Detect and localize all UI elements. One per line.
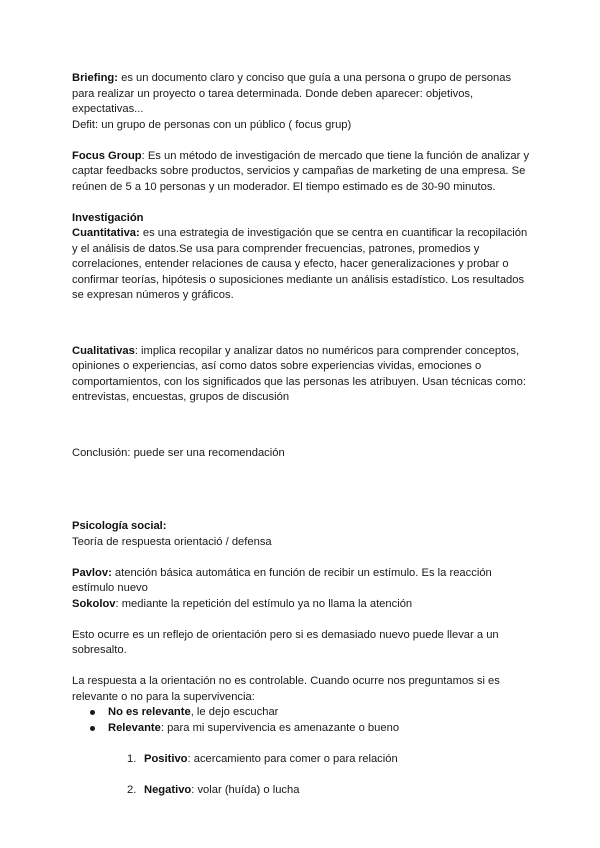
- focus-group-text: : Es un método de investigación de mercado que tiene la función de analizar y captar feedbacks sobre productos, servicios y campañas de marketing de una empresa. Se reúnen de 5 a 10 personas y un moderador. El tiempo estimado es de 30-90 minutos.: [72, 149, 530, 193]
- briefing-term: Briefing:: [72, 72, 118, 84]
- cualitativas-term: Cualitativas: [72, 344, 135, 357]
- briefing-text: es un documento claro y conciso que guía a una persona o grupo de personas para realizar un proyecto o tarea determinada. Donde deben aparecer: objetivos, expectativas...: [72, 72, 512, 115]
- focus-group-term: Focus Group: [72, 149, 142, 162]
- cuantitativa-paragraph: [72, 226, 532, 304]
- defit-line: Defit: un grupo de personas con un público ( focus grup): [72, 118, 352, 131]
- pavlov-text: atención básica automática en función de recibir un estímulo. Es la reacción estímulo nuevo: [72, 566, 492, 594]
- list-item: No es relevante, le dejo escuchar: [72, 705, 532, 721]
- pavlov-paragraph: [72, 566, 532, 597]
- psicologia-heading: Psicología social:: [72, 520, 167, 532]
- sokolov-text: : mediante la repetición del estímulo ya no llama la atención: [115, 597, 413, 610]
- cuantitativa-term: Cuantitativa:: [72, 227, 140, 239]
- numbered-item-negativo: 2. Negativo: volar (huída) o lucha: [127, 783, 300, 796]
- conclusion-line: Conclusión: puede ser una recomendación: [72, 446, 285, 459]
- focus-group-paragraph: [72, 149, 532, 196]
- numbered-item-positivo: 1. Positivo: acercamiento para comer o para relación: [127, 752, 398, 765]
- sokolov-term: Sokolov: [72, 597, 116, 610]
- investigacion-heading: Investigación: [72, 211, 144, 224]
- document-page: [72, 71, 532, 798]
- cualitativas-paragraph: [72, 344, 532, 406]
- psicologia-subtitle: Teoría de respuesta orientació / defensa: [72, 535, 272, 548]
- briefing-paragraph: [72, 71, 532, 118]
- relevance-bullet-list: [72, 705, 532, 736]
- reflejo-paragraph: Esto ocurre es un reflejo de orientación pero si es demasiado nuevo puede llevar a un sobresalto.: [72, 628, 499, 656]
- list-item: Relevante: para mi supervivencia es amenazante o bueno: [72, 721, 532, 737]
- pavlov-term: Pavlov:: [72, 566, 112, 579]
- cuantitativa-text: es una estrategia de investigación que se centra en cuantificar la recopilación y el análisis de datos.Se usa para comprender frecuencias, patrones, promedios y correlaciones, entender relaciones de causa y efecto, hacer generalizaciones y probar o confirmar teorías, hipótesis o suposiciones mediante un análisis estadístico. Los resultados se expresan números y gráficos.: [72, 227, 528, 301]
- sokolov-paragraph: [72, 597, 532, 613]
- respuesta-paragraph: La respuesta a la orientación no es controlable. Cuando ocurre nos preguntamos si es relevante o no para la supervivencia:: [72, 675, 500, 703]
- cualitativas-text: : implica recopilar y analizar datos no numéricos para comprender conceptos, opiniones o experiencias, así como datos sobre experiencias vividas, emociones o comportamientos, con los significados que las personas les atribuyen. Usan técnicas como: entrevistas, encuestas, grupos de discusión: [72, 344, 526, 403]
